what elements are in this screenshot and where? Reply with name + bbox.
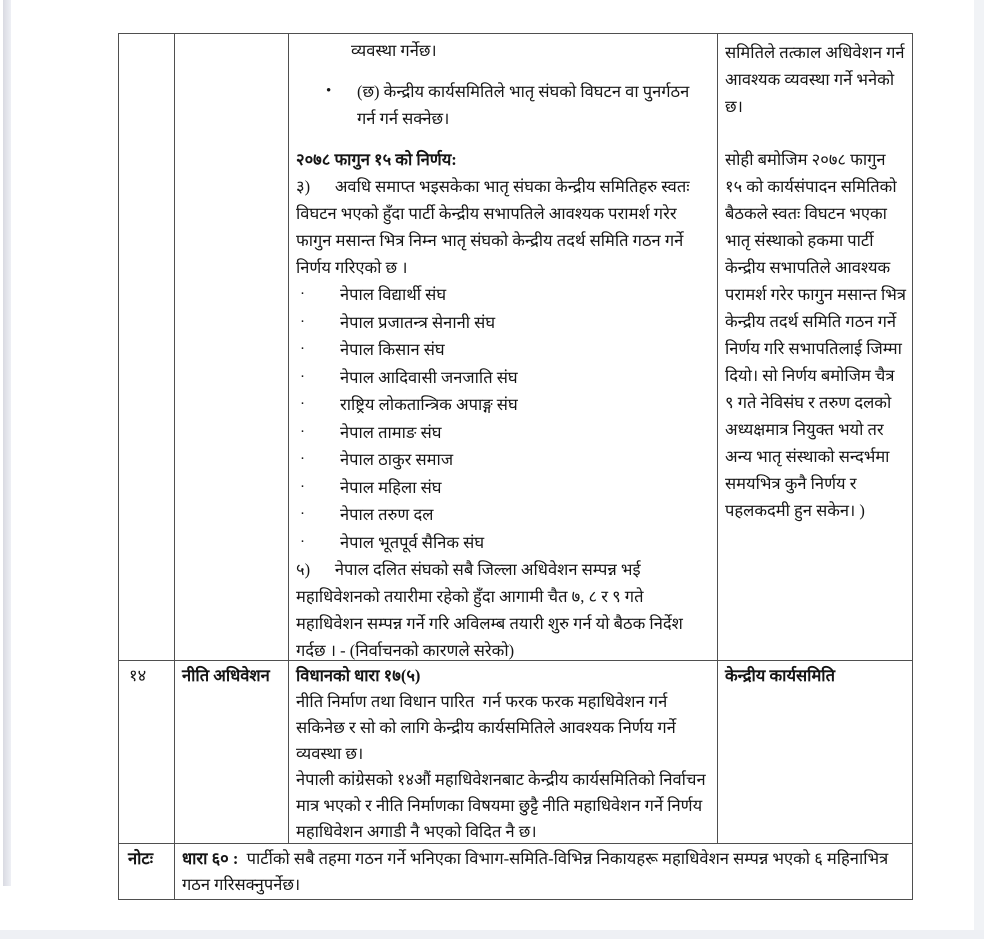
note-text: पार्टीको सबै तहमा गठन गर्ने भनिएका विभाग-समिति-विभिन्न निकायहरू महाधिवेशन सम्पन्न भएको ६ महिनाभित्र गठन गरिसक्नुपर्नेछ। [182,849,889,894]
bullet-item [326,78,711,132]
table-row [119,844,912,899]
paragraph-gap [725,120,906,146]
dot-icon: · [300,533,305,550]
list-item-text: नेपाल प्रजातन्त्र सेनानी संघ [340,312,496,332]
decision-point-5: ५) नेपाल दलित संघको सबै जिल्ला अधिवेशन सम्पन्न भई महाधिवेशनको तयारीमा रहेको हुँदा आगामी चैत ७, ८ र ९ गते महाधिवेशन सम्पन्न गर्ने गरि अविलम्ब तयारी शुरु गर्न यो बैठक निर्देश गर्दछ । - (निर्वाचनको कारणले सरेको) [296,560,683,660]
remarks-para-1: समितिले तत्काल अधिवेशन गर्न आवश्यक व्यवस्था गर्ने भनेको छ। [725,43,905,116]
list-item-text: नेपाल भूतपूर्व सैनिक संघ [340,532,485,552]
page-right-margin [974,0,984,939]
bullet-icon: • [326,83,332,99]
topic-cell-empty [175,34,289,660]
list-item [296,446,711,474]
organization-list [296,281,711,556]
note-paragraph [182,846,906,898]
list-item-text: नेपाल विद्यार्थी संघ [340,285,447,304]
dot-icon: · [300,368,305,385]
table-row [119,34,912,661]
carryover-line: व्यवस्था गर्नेछ। [351,41,437,60]
note-cell [175,844,912,899]
responsible-body: केन्द्रीय कार्यसमिति [725,666,835,685]
list-item [296,529,711,557]
decision-point-3: ३) अवधि समाप्त भइसकेका भातृ संघका केन्द्रीय समितिहरु स्वतः विघटन भएको हुँदा पार्टी केन्द्रीय सभापतिले आवश्यक परामर्श गरेर फागुन मसान्त भित्र निम्न भातृ संघको केन्द्रीय तदर्थ समिति गठन गर्ने निर्णय गरिएको छ । [296,177,690,277]
list-item-text: नेपाल तरुण दल [340,505,434,524]
list-item-text: नेपाल ठाकुर समाज [340,450,454,469]
list-item-text: नेपाल किसान संघ [340,340,445,359]
list-item-text: नेपाल आदिवासी जनजाति संघ [340,367,518,387]
list-item-text: नेपाल तामाङ संघ [340,422,442,442]
provision-decision-cell [289,34,718,660]
dot-icon: · [300,341,305,357]
decision-table [118,33,913,900]
remarks-cell [718,34,912,660]
list-item [296,419,711,447]
bullet-item-text: (छ) केन्द्रीय कार्यसमितिले भातृ संघको विघटन वा पुनर्गठन गर्न गर्न सक्नेछ। [357,82,690,128]
provision-para-1: नीति निर्माण तथा विधान पारित गर्न फरक फरक महाधिवेशन गर्न सकिनेछ र सो को लागि केन्द्रीय कार्यसमितिले आवश्यक निर्णय गर्ने व्यवस्था छ। [296,692,676,763]
dot-icon: · [300,451,305,467]
page-left-edge-shadow [3,0,11,886]
dot-icon: · [300,396,305,412]
list-item [296,391,711,419]
dot-icon: · [300,286,305,302]
list-item [296,336,711,364]
note-label: नोटः [119,844,175,899]
list-item-text: राष्ट्रिय लोकतान्त्रिक अपाङ्ग संघ [340,395,518,414]
serial-cell-empty [119,34,175,660]
dot-icon: · [300,478,305,495]
list-item [296,309,711,337]
serial-number: १४ [119,661,175,843]
list-item [296,281,711,309]
provision-heading: विधानको धारा १७(५) [296,666,421,685]
list-item [296,364,711,392]
note-article-ref: धारा ६० : [182,849,239,868]
dot-icon: · [300,423,305,440]
list-item-text: नेपाल महिला संघ [340,477,442,497]
decision-heading: २०७८ फागुन १५ को निर्णय: [296,150,457,169]
dot-icon: · [300,313,305,330]
topic-label: नीति अधिवेशन [175,661,289,843]
dot-icon: · [300,506,305,522]
provision-cell [289,661,718,843]
page-bottom-margin [0,930,984,939]
remarks-para-2: सोही बमोजिम २०७८ फागुन १५ को कार्यसंपादन समितिको बैठकले स्वतः विघटन भएका भातृ संस्थाको हकमा पार्टी केन्द्रीय सभापतिले आवश्यक परामर्श गरेर फागुन मसान्त भित्र केन्द्रीय तदर्थ समिति गठन गर्ने निर्णय गरि सभापतिलाई जिम्मा दियो। सो निर्णय बमोजिम चैत्र ९ गते नेविसंघ र तरुण दलको अध्यक्षमात्र नियुक्त भयो तर अन्य भातृ संस्थाको सन्दर्भमा समयभित्र कुनै निर्णय र पहलकदमी हुन सकेन। ) [725,150,906,520]
list-item [296,501,711,529]
provision-para-2: नेपाली कांग्रेसको १४औं महाधिवेशनबाट केन्द्रीय कार्यसमितिको निर्वाचन मात्र भएको र नीति निर्माणका विषयमा छुट्टै नीति महाधिवेशन गर्ने निर्णय महाधिवेशन अगाडी नै भएको विदित नै छ। [296,770,706,841]
list-item [296,474,711,502]
table-row [119,661,912,844]
